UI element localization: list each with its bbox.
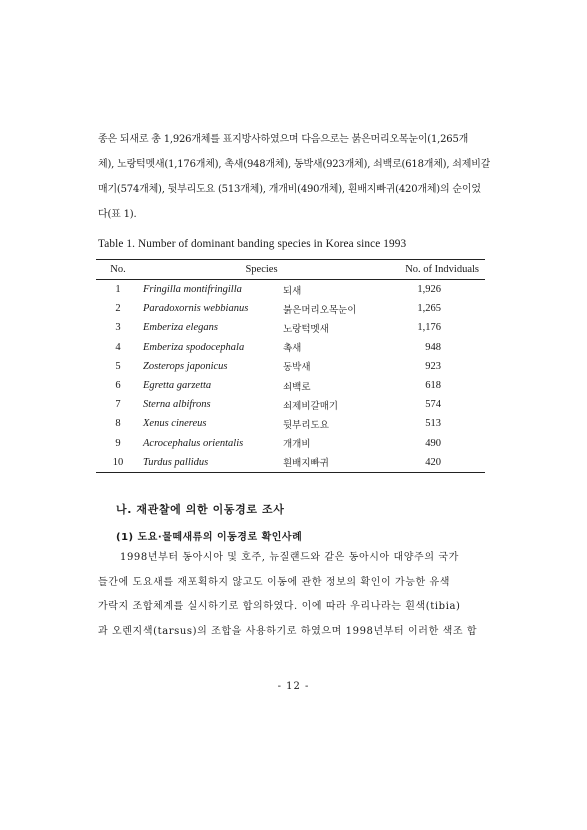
row-count: 1,265 xyxy=(417,303,441,315)
table-row xyxy=(96,299,485,318)
row-korean-name: 개개비 xyxy=(283,439,311,451)
paragraph-line: 매기(574개체), 뒷부리도요 (513개체), 개개비(490개체), 흰배지빠귀(420개체)의 순이었 xyxy=(98,184,481,195)
table-row xyxy=(96,434,485,453)
row-no: 1 xyxy=(115,284,121,296)
row-scientific-name: Fringilla montifringilla xyxy=(143,284,242,296)
row-korean-name: 흰배지빠귀 xyxy=(283,453,383,473)
row-count: 420 xyxy=(383,453,485,473)
row-no: 8 xyxy=(115,418,121,430)
table-row xyxy=(96,414,485,433)
paragraph-line: 종은 되새로 총 1,926개체를 표지방사하였으며 다음으로는 붉은머리오목눈이(1,265개 xyxy=(98,134,469,145)
row-scientific-name: Turdus pallidus xyxy=(140,453,283,473)
row-scientific-name: Egretta garzetta xyxy=(143,380,212,392)
table-row xyxy=(96,376,485,395)
row-count: 513 xyxy=(425,418,441,430)
row-korean-name: 쇠백로 xyxy=(283,381,311,393)
row-count: 1,176 xyxy=(417,322,441,334)
section-heading: 나. 재관찰에 의한 이동경로 조사 xyxy=(116,503,285,516)
table-header-row xyxy=(96,260,485,280)
row-no: 2 xyxy=(115,303,121,315)
row-korean-name: 되새 xyxy=(283,285,302,297)
paragraph-line: 들간에 도요새를 재포획하지 않고도 이동에 관한 정보의 확인이 가능한 유색 xyxy=(98,576,451,588)
row-scientific-name: Acrocephalus orientalis xyxy=(143,437,244,449)
row-count: 618 xyxy=(425,380,441,392)
paragraph-line: 과 오렌지색(tarsus)의 조합을 사용하기로 하였으며 1998년부터 이러한 색조 합 xyxy=(98,625,478,637)
row-scientific-name: Paradoxornis webbianus xyxy=(143,303,249,315)
row-korean-name: 붉은머리오목눈이 xyxy=(283,304,357,316)
row-no: 9 xyxy=(115,437,121,449)
row-korean-name: 노랑턱멧새 xyxy=(283,323,329,335)
row-no: 6 xyxy=(115,380,121,392)
header-species: Species xyxy=(140,260,383,280)
table-caption: Table 1. Number of dominant banding species in Korea since 1993 xyxy=(98,238,407,250)
row-no: 10 xyxy=(96,453,140,473)
row-no: 7 xyxy=(115,399,121,411)
paragraph-line: 다(표 1). xyxy=(98,209,137,220)
header-count: No. of Indviduals xyxy=(383,260,485,280)
subsection-heading: (1) 도요·물떼새류의 이동경로 확인사례 xyxy=(116,532,303,543)
row-count: 948 xyxy=(425,341,441,353)
row-korean-name: 촉새 xyxy=(283,343,302,355)
header-no: No. xyxy=(96,260,140,280)
paragraph-line: 1998년부터 동아시아 및 호주, 뉴질랜드와 같은 동아시아 대양주의 국가 xyxy=(120,552,459,563)
row-count: 490 xyxy=(425,437,441,449)
page-number: - 12 - xyxy=(277,681,310,692)
table-row xyxy=(96,280,485,300)
table-row xyxy=(96,357,485,376)
row-scientific-name: Emberiza elegans xyxy=(143,322,218,334)
row-count: 1,926 xyxy=(417,284,441,296)
row-korean-name: 쇠제비갈매기 xyxy=(283,400,339,412)
table-row xyxy=(96,338,485,357)
row-no: 5 xyxy=(115,360,121,372)
row-scientific-name: Xenus cinereus xyxy=(143,418,207,430)
table-row xyxy=(96,395,485,414)
row-scientific-name: Sterna albifrons xyxy=(143,399,211,411)
row-korean-name: 동박새 xyxy=(283,362,311,374)
species-table xyxy=(96,259,485,473)
row-count: 574 xyxy=(425,399,441,411)
row-scientific-name: Zosterops japonicus xyxy=(143,360,228,372)
intro-paragraph xyxy=(98,127,490,227)
row-no: 4 xyxy=(115,341,121,353)
row-count: 923 xyxy=(425,360,441,372)
paragraph-line: 체), 노랑턱멧새(1,176개체), 촉새(948개체), 동박새(923개체), 쇠백로(618개체), 쇠제비갈 xyxy=(98,159,490,170)
row-no: 3 xyxy=(115,322,121,334)
row-scientific-name: Emberiza spodocephala xyxy=(143,341,245,353)
row-korean-name: 뒷부리도요 xyxy=(283,419,329,431)
table-row xyxy=(96,453,485,473)
body-paragraph xyxy=(98,546,490,644)
table-row xyxy=(96,318,485,337)
paragraph-line: 가락지 조합체계를 실시하기로 합의하였다. 이에 따라 우리나라는 흰색(tibia) xyxy=(98,601,461,612)
